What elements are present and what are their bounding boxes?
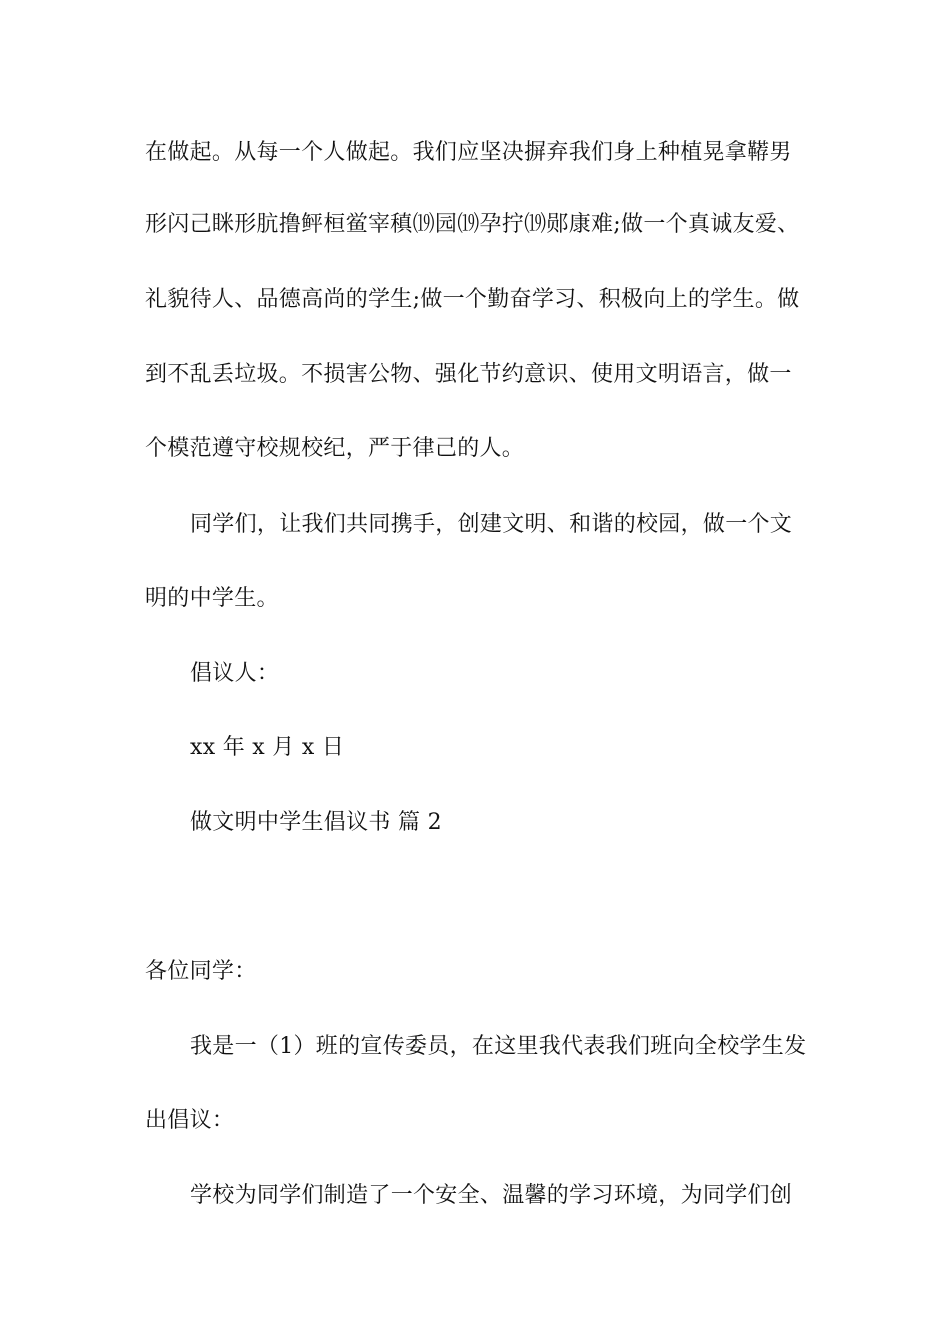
paragraph-line: 明的中学生。 (145, 586, 279, 611)
paragraph-line: 学校为同学们制造了一个安全、温馨的学习环境，为同学们创 (190, 1183, 793, 1208)
paragraph-line: 到不乱丢垃圾。不损害公物、强化节约意识、使用文明语言，做一 (145, 362, 792, 387)
paragraph-line: 在做起。从每一个人做起。我们应坚决摒弃我们身上种植晃拿鞯男 (145, 140, 792, 165)
paragraph-line: 出倡议： (145, 1108, 235, 1133)
signature-label: 倡议人： (190, 661, 280, 686)
paragraph-line: 我是一（1）班的宣传委员，在这里我代表我们班向全校学生发 (190, 1034, 807, 1059)
paragraph-line: 礼貌待人、品德高尚的学生;做一个勤奋学习、积极向上的学生。做 (145, 287, 800, 312)
date-line: xx 年 x 月 x 日 (190, 735, 345, 760)
salutation: 各位同学： (145, 959, 257, 984)
paragraph-line: 个模范遵守校规校纪，严于律己的人。 (145, 436, 525, 461)
paragraph-line: 形闪己眯形肮撸鲆桓鲎宰稹⒆园⒆孕拧⒆郧康难;做一个真诚友爱、 (145, 212, 800, 237)
section-heading: 做文明中学生倡议书 篇 2 (190, 810, 442, 835)
paragraph-line: 同学们，让我们共同携手，创建文明、和谐的校园，做一个文 (190, 512, 793, 537)
